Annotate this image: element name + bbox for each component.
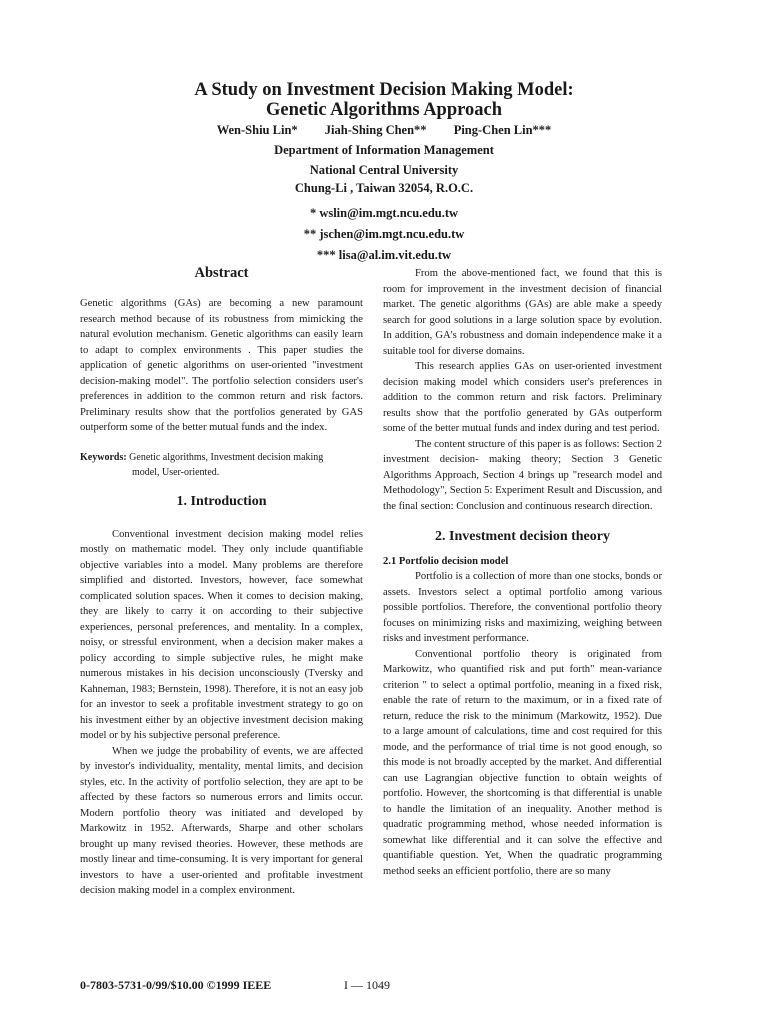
keywords	[80, 450, 363, 481]
isbn-copyright: 0-7803-5731-0/99/$10.00 ©1999 IEEE	[80, 978, 272, 992]
right-paragraph-1: From the above-mentioned fact, we found that this is room for improvement in the investment decision of financial market. The genetic algorithms (GAs) are able make a speedy search for good solutions in a large solution space by evolution. In addition, GA's robustness and domain independence make it a suitable tool for diverse domains.	[383, 268, 662, 357]
right-paragraph-2: This research applies GAs on user-oriented investment decision making model which considers user's preferences in addition to the common return and risk factors. Preliminary results show that the portfolio generated by GAs outperform some of the better mutual funds and index during and test period.	[383, 361, 662, 434]
paper-title-line1: A Study on Investment Decision Making Model:	[194, 80, 574, 100]
location: Chung-Li , Taiwan 32054, R.O.C.	[294, 181, 474, 195]
university: National Central University	[309, 163, 459, 177]
intro-paragraph-1: Conventional investment decision making model relies mostly on mathematic model. They only include quantifiable objective variables into a model. Many problems are therefore simplified and distorted. Investors, however, face somewhat complicated solution spaces. When it comes to decision making, they are likely to carry it on according to their subjective experiences, personal preferences, and mentality. In a complex, noisy, or stressful environment, when a decision maker makes a policy according to simple subjective rules, he might make numerous mistakes in his decision unconsciously (Tversky and Kahneman, 1983; Bernstein, 1998). Therefore, it is not an easy job for an investor to seek a profitable investment strategy to go on his investment either by an objective investment decision making model or by his subjective personal preference.	[80, 528, 363, 741]
author-1: Wen-Shiu Lin*	[216, 123, 298, 137]
email-3: *** lisa@al.im.vit.edu.tw	[316, 248, 452, 262]
section2-heading: 2. Investment decision theory	[435, 529, 610, 544]
subsection-2-1-heading: 2.1 Portfolio decision model	[383, 556, 509, 567]
right-column	[383, 266, 662, 879]
abstract-heading: Abstract	[194, 265, 249, 281]
department: Department of Information Management	[274, 143, 494, 157]
abstract-text: Genetic algorithms (GAs) are becoming a new paramount research method because of its robustness from mimicking the natural evolution mechanism. Genetic algorithms can easily learn to adapt to complex environments . This paper studies the application of genetic algorithms on user-oriented "investment decision-making model". The portfolio selection considers user's preferences in addition to the common return and risk factors. Preliminary results show that the portfolios generated by GAS outperform some of the better mutual funds and the index.	[80, 298, 363, 433]
right-paragraph-4: Portfolio is a collection of more than one stocks, bonds or assets. Investors select a optimal portfolio among various possible portfolios. Therefore, the conventional portfolio theory focuses on minimizing risks and maximizing, weighing between risks and investment performance.	[383, 571, 662, 644]
intro-heading: 1. Introduction	[176, 493, 267, 509]
keywords-label: Keywords:	[80, 451, 127, 463]
paper-title-line2: Genetic Algorithms Approach	[265, 100, 503, 120]
email-2: ** jschen@im.mgt.ncu.edu.tw	[303, 227, 465, 241]
email-1: * wslin@im.mgt.ncu.edu.tw	[309, 206, 459, 220]
page-number: I — 1049	[344, 978, 390, 992]
author-list	[0, 123, 768, 138]
intro-paragraph-2: When we judge the probability of events, we are affected by investor's individuality, mentality, mental limits, and decision styles, etc. In the activity of portfolio selection, they are apt to be affected by these factors so numerous errors and limits occur. Modern portfolio theory was initiated and developed by Markowitz in 1952. Afterwards, Sharpe and other scholars brought up many revised theories. However, these methods are mostly linear and time-consuming. It is very important for general investors to have a user-oriented and profitable investment decision making model in a complex environment.	[80, 745, 363, 896]
keywords-line1: Genetic algorithms, Investment decision making	[129, 451, 324, 463]
right-paragraph-5: Conventional portfolio theory is originated from Markowitz, who quantified risk and put forth" mean-variance criterion " to select a optimal portfolio, meaning in a fixed risk, enable the rate of return to the maximum, or in a fixed rate of return, reduce the risk to the minimum (Markowitz, 1952). Due to a large amount of calculations, time and cost required for this mode, and the performance of trial time is not good enough, so this mode is not broadly accepted by the market. And differential can use Lagrangian objective function to obtain weights of portfolio. However, the shortcoming is that differential is unable to handle the limitation of an inequality. Another method is quadratic programming method, whose needed information is somewhat like differential and it can solve the effective and quantifiable question. Yet, When the quadratic programming method seeks an efficient portfolio, there are so many	[383, 648, 662, 877]
keywords-line2: model, User-oriented.	[132, 467, 220, 478]
left-column	[80, 264, 363, 899]
author-3: Ping-Chen Lin***	[453, 123, 552, 137]
author-2: Jiah-Shing Chen**	[324, 123, 427, 137]
right-paragraph-3: The content structure of this paper is as follows: Section 2 investment decision- making theory; Section 3 Genetic Algorithms Approach, Section 4 brings up "research model and Methodology", Section 5: Experiment Result and Discussion, and the final section: Conclusion and continuous research direction.	[383, 438, 662, 512]
